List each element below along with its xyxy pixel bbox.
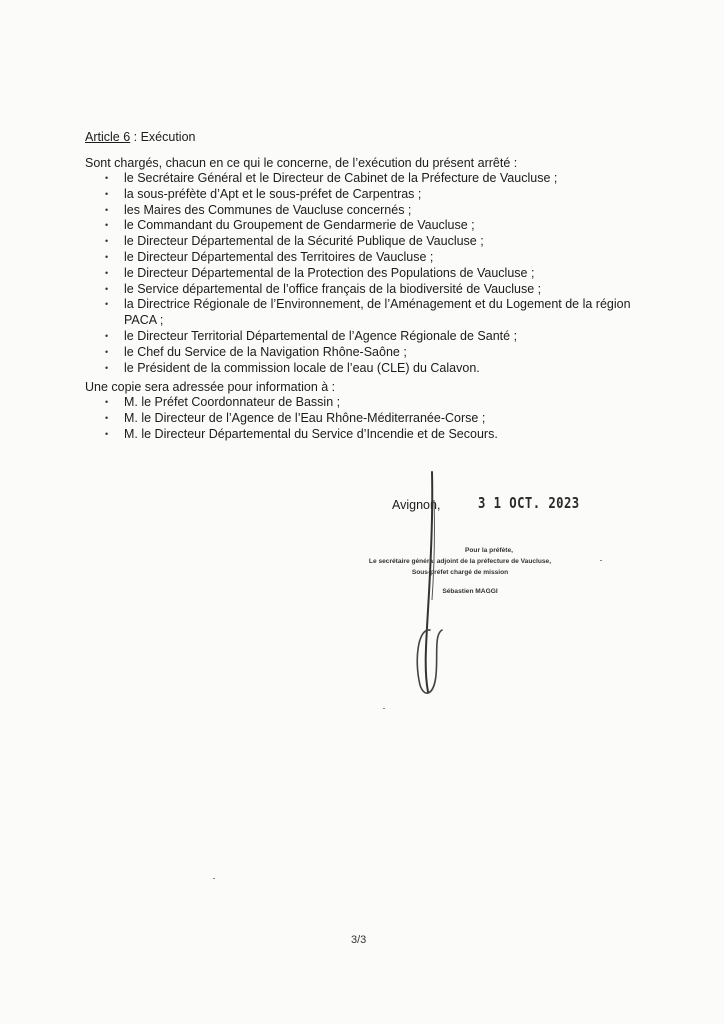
page-number: 3/3 <box>351 934 367 946</box>
signatory-role: Le secrétaire général adjoint de la préfecture de Vaucluse, <box>368 558 552 565</box>
list-item: • les Maires des Communes de Vaucluse concernés ; <box>85 203 665 219</box>
list-item: • le Président de la commission locale de l’eau (CLE) du Calavon. <box>85 361 665 377</box>
article-number: Article 6 <box>85 130 131 144</box>
list-item: • le Directeur Territorial Départemental de l’Agence Régionale de Santé ; <box>85 329 665 345</box>
list-item: • le Directeur Départemental de la Protection des Populations de Vaucluse ; <box>85 266 665 282</box>
article-title: : Exécution <box>130 130 196 144</box>
list-item: • la sous-préfète d’Apt et le sous-préfet de Carpentras ; <box>85 187 665 203</box>
list-item: • le Directeur Départemental de la Sécurité Publique de Vaucluse ; <box>85 234 665 250</box>
date-stamp: 3 1 OCT. 2023 <box>478 494 580 512</box>
list-item: • le Chef du Service de la Navigation Rhône-Saône ; <box>85 345 665 361</box>
signatory-pour: Pour la préfète, <box>464 547 513 554</box>
list-item: • le Commandant du Groupement de Gendarmerie de Vaucluse ; <box>85 218 665 234</box>
list-item: • M. le Préfet Coordonnateur de Bassin ; <box>85 395 665 411</box>
scan-speck <box>383 708 385 709</box>
scan-speck <box>213 878 215 879</box>
copy-intro: Une copie sera adressée pour information à : <box>85 380 336 394</box>
list-item: • le Directeur Départemental des Territoires de Vaucluse ; <box>85 250 665 266</box>
signatory-block <box>330 545 590 597</box>
article-heading <box>85 129 195 145</box>
signatory-name: Sébastien MAGGI <box>442 588 498 595</box>
list-item: • la Directrice Régionale de l’Environnement, de l’Aménagement et du Logement de la région PACA ; <box>85 297 665 329</box>
copies-list <box>85 395 665 442</box>
executants-list <box>85 171 665 376</box>
handwritten-signature <box>390 470 460 700</box>
list-item: • M. le Directeur Départemental du Service d’Incendie et de Secours. <box>85 427 665 443</box>
signature-place: Avignon, <box>392 498 441 512</box>
list-item: • le Secrétaire Général et le Directeur de Cabinet de la Préfecture de Vaucluse ; <box>85 171 665 187</box>
execution-intro: Sont chargés, chacun en ce qui le concerne, de l’exécution du présent arrêté : <box>85 156 518 170</box>
list-item: • le Service départemental de l’office français de la biodiversité de Vaucluse ; <box>85 282 665 298</box>
list-item: • M. le Directeur de l’Agence de l’Eau Rhône-Méditerranée-Corse ; <box>85 411 665 427</box>
signatory-subrole: Sous-préfet chargé de mission <box>411 569 509 576</box>
scan-speck <box>600 560 602 561</box>
